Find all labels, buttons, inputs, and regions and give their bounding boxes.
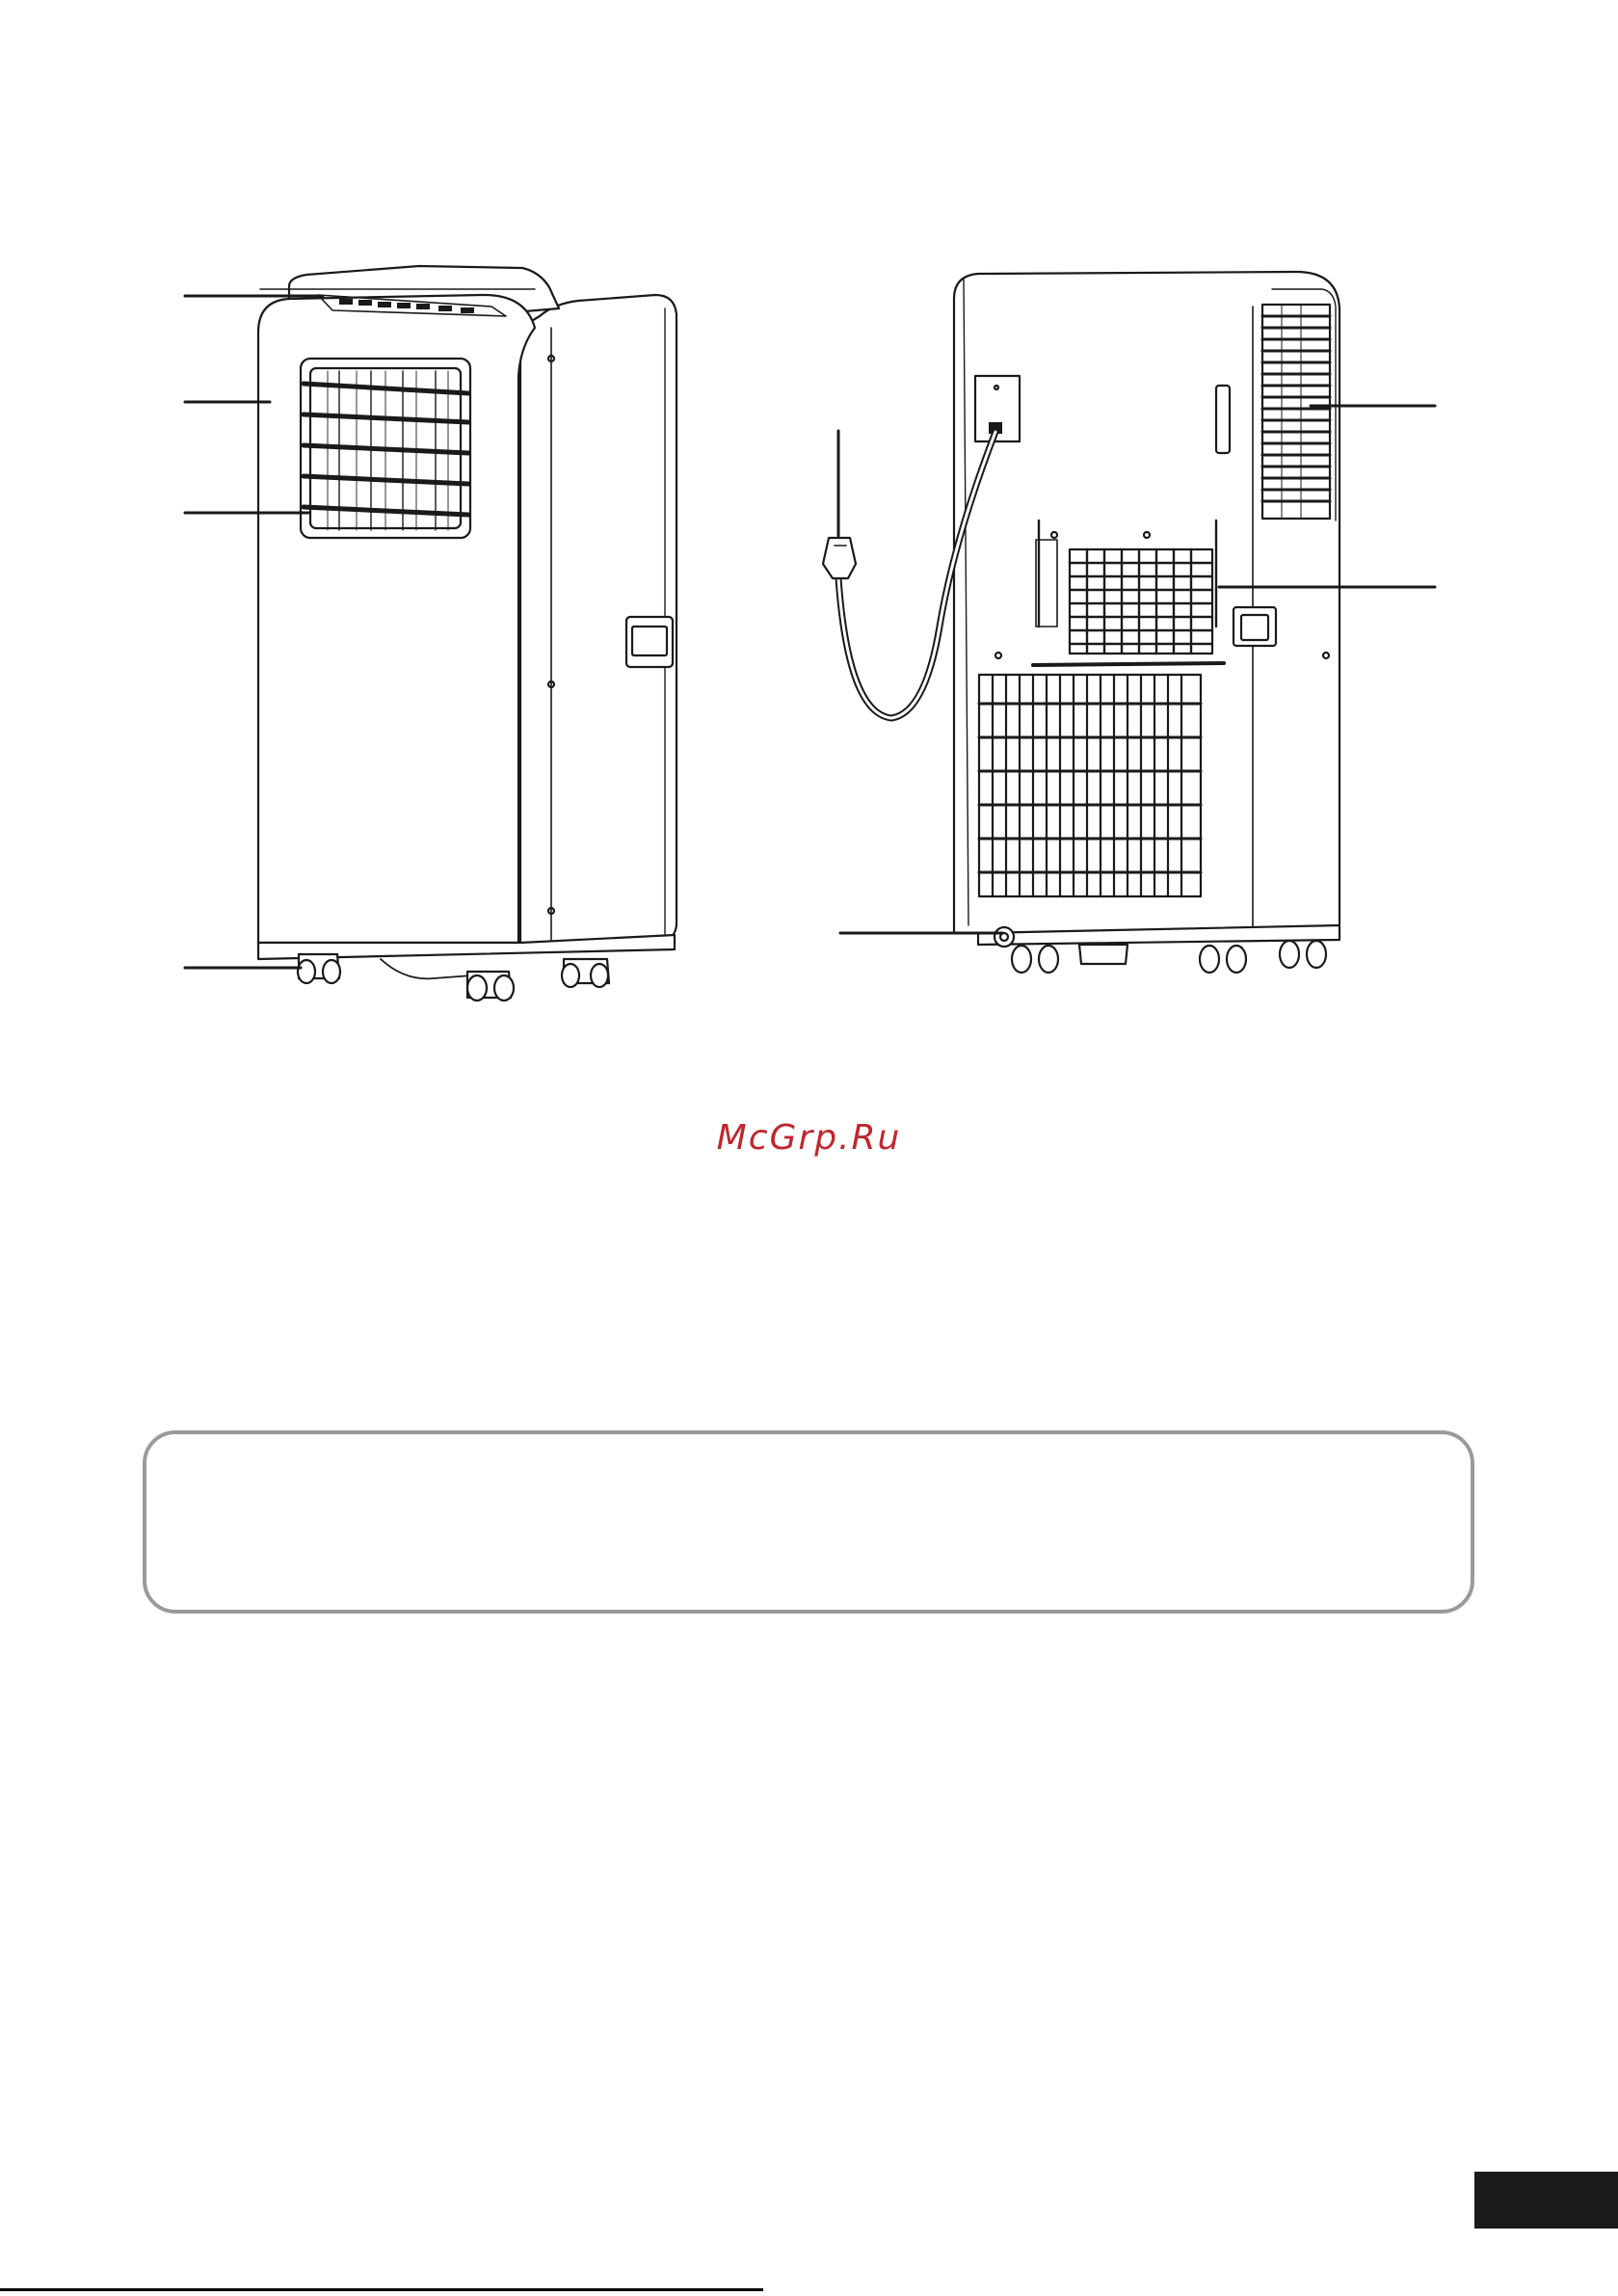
watermark: McGrp.Ru (716, 1118, 902, 1158)
rear-view-unit (823, 272, 1435, 973)
notice-box (143, 1430, 1474, 1614)
product-illustration (0, 0, 1618, 1060)
page-number-tab (1474, 2172, 1618, 2229)
air-louvers (301, 359, 470, 538)
footer-rule (0, 2288, 763, 2291)
front-view-unit (185, 266, 676, 1001)
upper-air-intake-grille (1262, 305, 1330, 519)
drain-outlet (995, 927, 1014, 947)
rear-casters (1012, 941, 1326, 973)
